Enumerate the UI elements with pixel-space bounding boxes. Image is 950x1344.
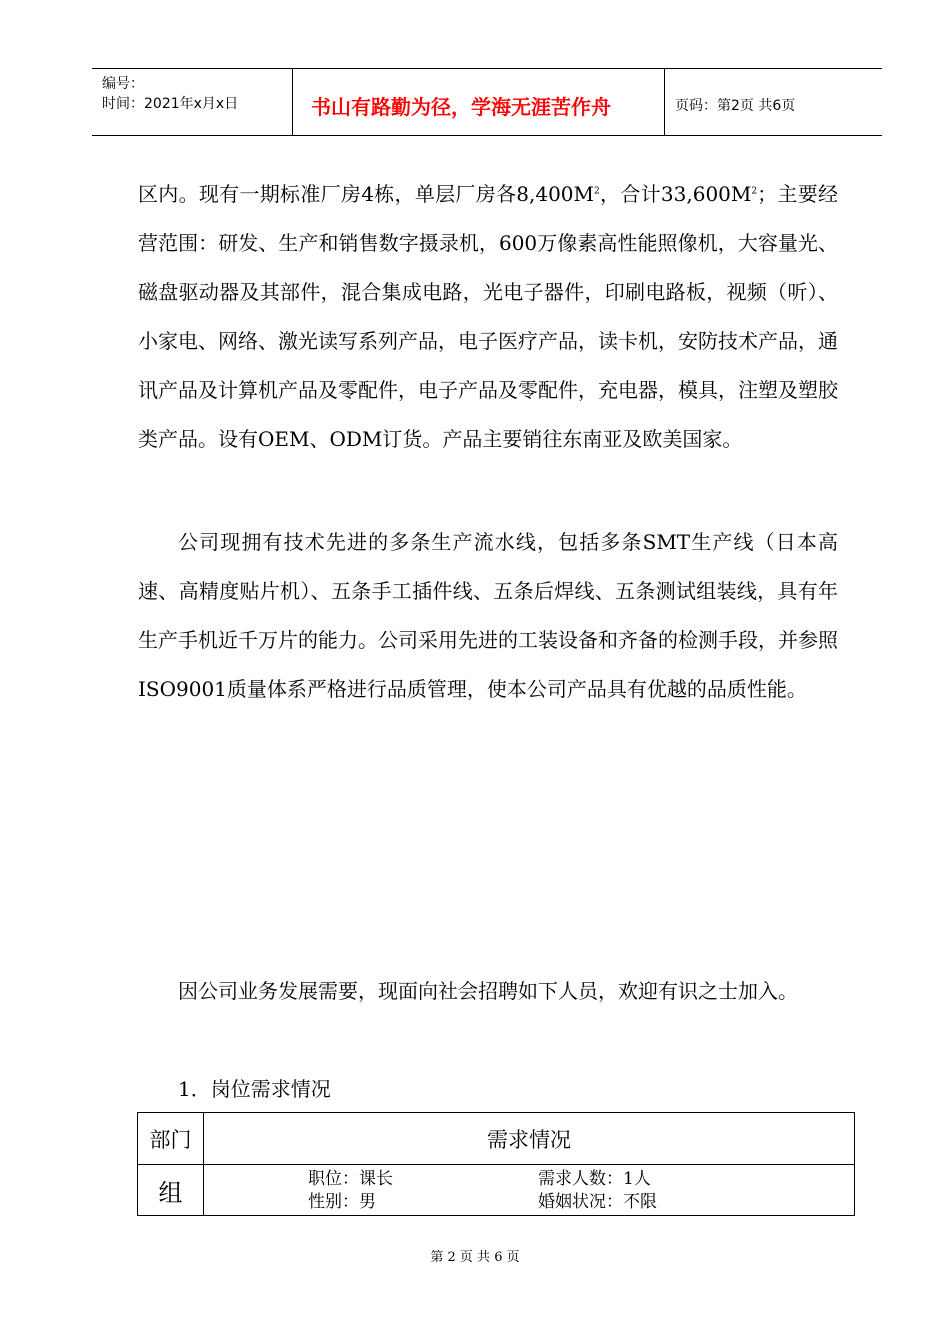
para1-text-b: ，合计33,600M (599, 182, 752, 206)
header-motto-cell (293, 69, 665, 135)
page-footer: 第 2 页 共 6 页 (430, 1250, 520, 1265)
section-heading-demand: 1．岗位需求情况 (178, 1077, 331, 1101)
paragraph-production-lines: 公司现拥有技术先进的多条生产流水线，包括多条SMT生产线（日本高速、高精度贴片机）、五条手工插件线、五条后焊线、五条测试组装线，具有年生产手机近千万片的能力。公司采用先进的工装设备和齐备的检测手段，并参照ISO9001质量体系严格进行品质管理，使本公司产品具有优越的品质性能。 (138, 530, 838, 701)
table-header-row (138, 1113, 855, 1165)
cell-need (204, 1165, 855, 1216)
para1-text-c: ；主要经营范围：研发、生产和销售数字摄录机，600万像素高性能照像机，大容量光、磁盘驱动器及其部件，混合集成电路，光电子器件，印刷电路板，视频（听）、小家电、网络、激光读写系列产品，电子医疗产品，读卡机，安防技术产品，通讯产品及计算机产品及零配件，电子产品及零配件，充电器，模具，注塑及塑胶类产品。设有OEM、ODM订货。产品主要销往东南亚及欧美国家。 (138, 182, 839, 451)
cell-dept: 组 (138, 1165, 204, 1216)
column-header-dept: 部门 (138, 1113, 204, 1165)
paragraph-company-scope (138, 170, 838, 464)
field-headcount: 需求人数：1人 (538, 1169, 651, 1189)
doc-time-label: 时间：2021年x月x日 (102, 96, 239, 112)
field-gender: 性别：男 (308, 1192, 376, 1212)
header-meta-cell (92, 69, 293, 135)
paragraph-recruitment-intro: 因公司业务发展需要，现面向社会招聘如下人员，欢迎有识之士加入。 (178, 979, 798, 1003)
need-details (204, 1165, 854, 1215)
field-position: 职位：课长 (308, 1169, 393, 1189)
header-page-label: 页码：第2页 共6页 (675, 98, 796, 114)
doc-number-label: 编号： (102, 76, 144, 92)
superscript-2: 2 (594, 186, 600, 197)
demand-table (137, 1112, 855, 1216)
field-marital: 婚姻状况：不限 (538, 1192, 657, 1212)
table-row (138, 1165, 855, 1216)
page-header (92, 68, 882, 136)
header-motto: 书山有路勤为径，学海无涯苦作舟 (311, 95, 611, 119)
column-header-need: 需求情况 (204, 1113, 855, 1165)
superscript-2: 2 (751, 186, 758, 197)
header-page-cell (665, 69, 882, 135)
para1-text-a: 区内。现有一期标准厂房4栋，单层厂房各8,400M (138, 182, 595, 206)
